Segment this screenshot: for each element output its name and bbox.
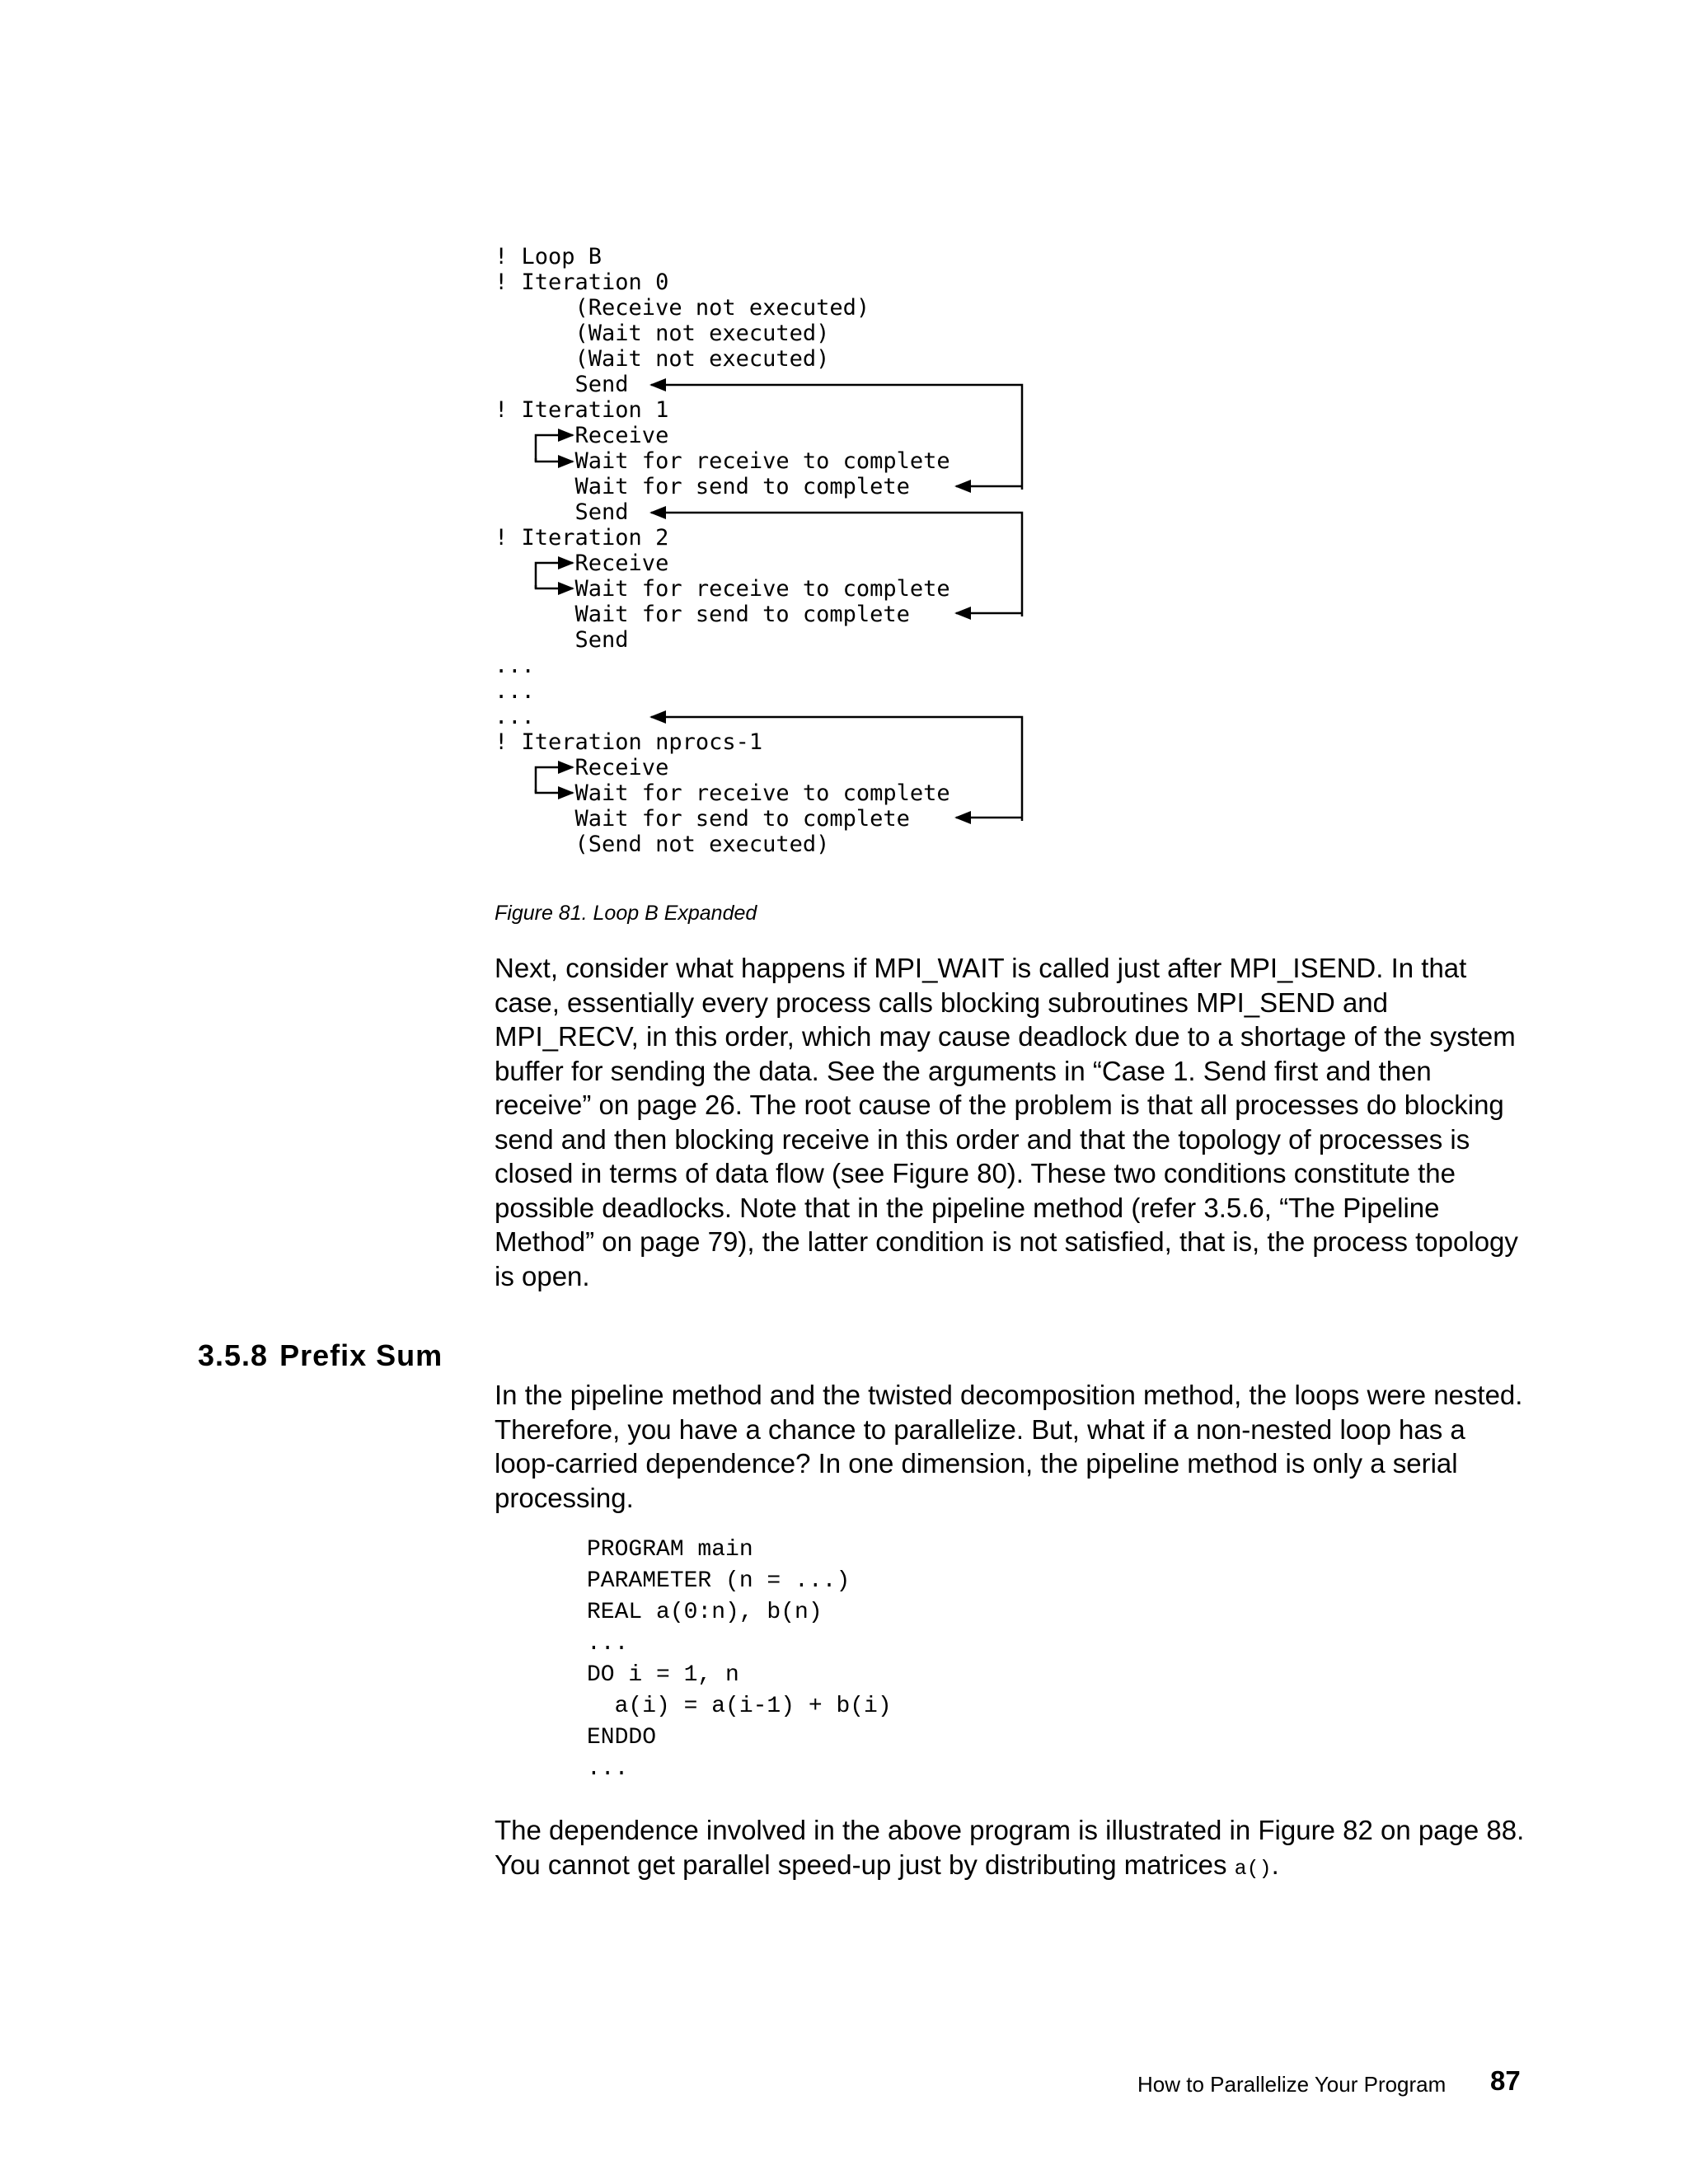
- body-paragraph: In the pipeline method and the twisted decomposition method, the loops were nested. Therefore, you have a chance to parallelize. But, what if a non-nested loop has a loop-carried dependence? In one dimension, the pipeline method is only a serial processing.: [495, 1380, 1523, 1513]
- code-line: (Receive not executed): [495, 295, 870, 321]
- body-paragraph: [495, 1813, 1533, 1886]
- code-line: Wait for receive to complete: [495, 448, 950, 474]
- code-line: Wait for send to complete: [495, 806, 910, 832]
- code-line: Wait for send to complete: [495, 474, 910, 499]
- code-line: ! Loop B: [495, 244, 603, 269]
- program-line: ...: [587, 1631, 629, 1657]
- code-line: ...: [495, 653, 535, 678]
- section-heading: [198, 1338, 443, 1373]
- code-line: Send: [495, 372, 629, 397]
- page-number: 87: [1490, 2065, 1521, 2096]
- code-line: Receive: [495, 551, 669, 576]
- paragraph-text: The dependence involved in the above program is illustrated in Figure 82 on page 88. You cannot get parallel speed-up just by distributing matrices: [495, 1815, 1525, 1880]
- code-line: Receive: [495, 755, 669, 780]
- program-line: PROGRAM main: [587, 1537, 753, 1563]
- figure-caption: Figure 81. Loop B Expanded: [495, 902, 757, 925]
- code-line: ! Iteration 0: [495, 269, 669, 295]
- paragraph-end: .: [1271, 1849, 1279, 1880]
- code-line: Wait for receive to complete: [495, 780, 950, 806]
- program-line: a(i) = a(i-1) + b(i): [587, 1694, 892, 1719]
- program-line: PARAMETER (n = ...): [587, 1568, 851, 1594]
- section-number: 3.5.8: [198, 1338, 269, 1372]
- program-line: DO i = 1, n: [587, 1662, 739, 1688]
- code-line: (Wait not executed): [495, 346, 830, 372]
- code-line: (Wait not executed): [495, 321, 830, 346]
- code-line: Wait for send to complete: [495, 602, 910, 627]
- section-title: Prefix Sum: [279, 1338, 443, 1372]
- body-paragraph: Next, consider what happens if MPI_WAIT is called just after MPI_ISEND. In that case, essentially every process calls blocking subroutines MPI_SEND and MPI_RECV, in this order, which may cause deadlock due to a shortage of the system buffer for sending the data. See the arguments in “Case 1. Send first and then receive” on page 26. The root cause of the problem is that all processes do blocking send and then blocking receive in this order and that the topology of processes is closed in terms of data flow (see Figure 80). These two conditions constitute the possible deadlocks. Note that in the pipeline method (refer 3.5.6, “The Pipeline Method” on page 79), the latter condition is not satisfied, that is, the process topology is open.: [495, 953, 1518, 1291]
- code-line: Receive: [495, 423, 669, 448]
- footer-chapter-title: How to Parallelize Your Program: [1137, 2072, 1447, 2097]
- code-line: ...: [495, 704, 535, 729]
- inline-code: a(): [1234, 1856, 1272, 1881]
- code-line: ...: [495, 678, 535, 704]
- loop-b-expanded-code: [495, 244, 950, 857]
- code-line: ! Iteration 2: [495, 525, 669, 551]
- program-line: REAL a(0:n), b(n): [587, 1600, 823, 1625]
- code-line: Send: [495, 627, 629, 653]
- code-line: ! Iteration 1: [495, 397, 669, 423]
- program-listing: [587, 1535, 892, 1785]
- code-line: Wait for receive to complete: [495, 576, 950, 602]
- program-line: ...: [587, 1756, 629, 1782]
- code-line: Send: [495, 499, 629, 525]
- program-line: ENDDO: [587, 1725, 657, 1750]
- code-line: (Send not executed): [495, 832, 830, 857]
- code-line: ! Iteration nprocs-1: [495, 729, 763, 755]
